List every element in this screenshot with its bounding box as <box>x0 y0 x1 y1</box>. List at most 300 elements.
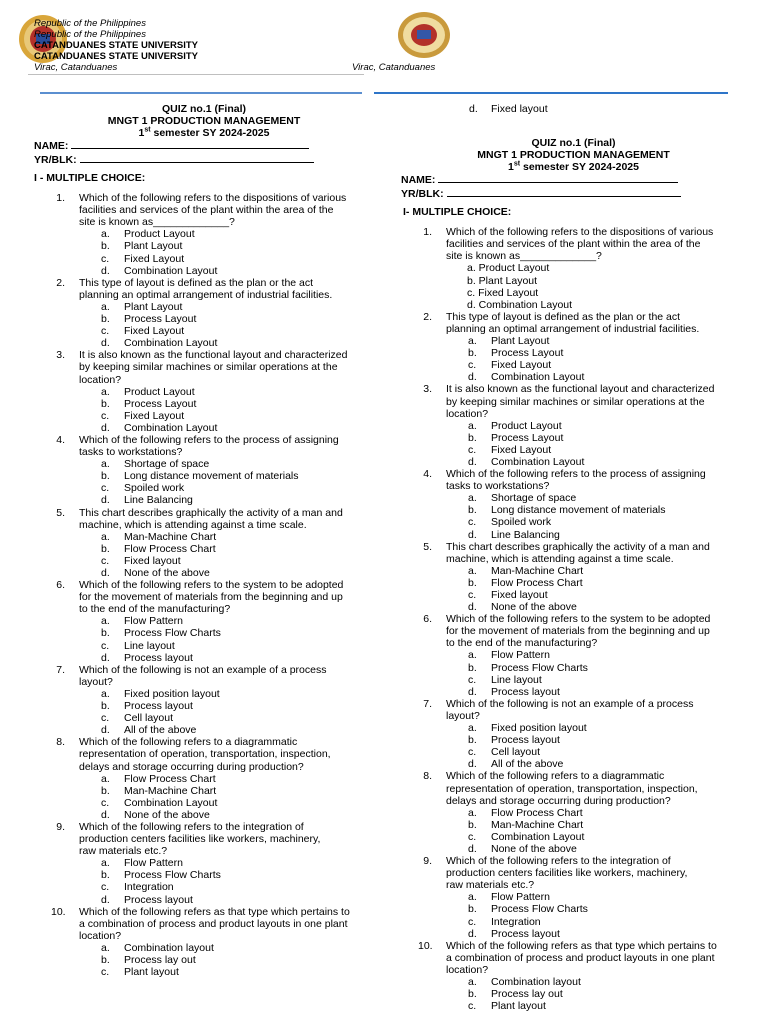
question-text-line: This chart describes graphically the activity of a man and <box>79 506 343 519</box>
yrblk-label: YR/BLK: <box>34 153 77 166</box>
option-letter: d. <box>468 685 477 698</box>
question-text-line: site is known as_____________? <box>79 216 235 229</box>
option-letter: b. <box>101 784 110 797</box>
option-letter: a. <box>468 419 477 432</box>
option-text: All of the above <box>124 724 197 737</box>
question-item <box>401 468 746 541</box>
answer-option[interactable] <box>401 674 746 686</box>
answer-option[interactable] <box>34 555 374 567</box>
option-letter: d. <box>101 567 110 579</box>
question-number: 1. <box>56 192 65 205</box>
section-heading-left: I - MULTIPLE CHOICE: <box>34 172 146 184</box>
question-text <box>79 736 374 772</box>
answer-option[interactable] <box>401 420 746 432</box>
option-text: Long distance movement of materials <box>491 504 666 517</box>
option-text: Product Layout <box>124 385 195 398</box>
header-rule-left <box>28 74 364 75</box>
option-text: Fixed position layout <box>124 687 220 700</box>
answer-option[interactable] <box>34 301 374 313</box>
answer-option[interactable] <box>34 785 374 797</box>
question-text-line: tasks to workstations? <box>79 446 183 459</box>
question-text <box>446 855 746 891</box>
answer-option[interactable] <box>401 444 746 456</box>
answer-option[interactable] <box>34 700 374 712</box>
location-text-right: Virac, Catanduanes <box>352 62 436 73</box>
option-text: Fixed Layout <box>124 325 185 338</box>
option-letter: a. <box>468 335 477 348</box>
option-letter: a. <box>101 941 110 954</box>
question-number: 1. <box>423 226 432 239</box>
option-text: Plant Layout <box>491 335 550 348</box>
option-letter: b. <box>468 734 477 747</box>
option-letter: b. <box>468 818 477 831</box>
answer-option[interactable] <box>34 966 374 978</box>
option-letter: d. <box>101 651 110 664</box>
answer-option[interactable] <box>34 470 374 482</box>
question-item <box>34 906 374 979</box>
option-text: Process layout <box>124 893 193 906</box>
option-letter: b. <box>468 576 477 589</box>
answer-option[interactable] <box>401 565 746 577</box>
option-letter: a. <box>468 722 477 735</box>
question-item <box>34 507 374 580</box>
semester-number: 1 <box>508 161 514 174</box>
option-letter: a. <box>468 806 477 819</box>
question-text-line: to the end of the manufacturing? <box>446 637 598 650</box>
option-text: Combination Layout <box>491 371 585 384</box>
question-text-line: representation of operation, transportation, inspection, <box>446 782 698 795</box>
question-text-line: planning an optimal arrangement of industrial facilities. <box>79 288 333 301</box>
option-text: Line Balancing <box>124 494 193 507</box>
option-text: Man-Machine Chart <box>491 564 584 577</box>
answer-option[interactable] <box>401 734 746 746</box>
answer-option[interactable] <box>34 615 374 627</box>
answer-option[interactable] <box>401 758 746 770</box>
question-text-line: location? <box>446 963 489 976</box>
answer-option[interactable] <box>34 773 374 785</box>
option-text: Integration <box>124 881 174 894</box>
answer-option[interactable] <box>34 688 374 700</box>
option-text: Fixed Layout <box>124 409 185 422</box>
answer-option[interactable] <box>401 492 746 504</box>
question-text-line: Which of the following refers to the process of assigning <box>446 468 706 481</box>
semester-line <box>401 161 746 173</box>
answer-option[interactable] <box>34 881 374 893</box>
answer-option[interactable] <box>34 809 374 821</box>
answer-option[interactable] <box>401 891 746 903</box>
option-letter: d. <box>468 528 477 541</box>
seal-emblem-icon <box>397 11 451 59</box>
option-letter: a. <box>101 687 110 700</box>
option-letter: d. <box>468 455 477 468</box>
answer-option[interactable] <box>401 371 746 383</box>
answer-option[interactable] <box>401 916 746 928</box>
option-letter: a. <box>101 458 110 471</box>
option-letter: b. <box>101 700 110 713</box>
quiz-title-block-right <box>401 137 746 173</box>
question-number: 2. <box>56 276 65 289</box>
option-text: Spoiled work <box>124 482 185 495</box>
question-item <box>401 698 746 771</box>
question-text-line: It is also known as the functional layout and characterized <box>79 349 348 362</box>
answer-option[interactable] <box>34 494 374 506</box>
question-text <box>446 226 746 262</box>
university-name-duplicate: CATANDUANES STATE UNIVERSITY <box>34 51 198 62</box>
answer-option[interactable] <box>401 819 746 831</box>
question-text-line: location? <box>79 929 122 942</box>
option-text: Man-Machine Chart <box>124 784 217 797</box>
option-text: Man-Machine Chart <box>124 530 217 543</box>
answer-option[interactable] <box>34 337 374 349</box>
answer-option[interactable] <box>401 928 746 940</box>
question-text-line: Which of the following refers to the process of assigning <box>79 433 339 446</box>
answer-option[interactable] <box>34 724 374 736</box>
answer-option[interactable] <box>34 543 374 555</box>
answer-option[interactable] <box>401 903 746 915</box>
option-text: Combination Layout <box>124 796 218 809</box>
answer-option[interactable] <box>401 299 746 311</box>
question-text-line: layout? <box>79 675 113 688</box>
semester-suffix: st <box>513 160 521 168</box>
yrblk-blank[interactable] <box>80 153 314 163</box>
option-letter: b. <box>468 903 477 916</box>
answer-option[interactable] <box>401 529 746 541</box>
option-letter: b. <box>101 397 110 410</box>
answer-option[interactable] <box>401 807 746 819</box>
option-letter: a. <box>468 649 477 662</box>
answer-option[interactable] <box>34 240 374 252</box>
option-inline-text: c. Fixed Layout <box>467 286 539 299</box>
answer-option[interactable] <box>34 265 374 277</box>
name-field[interactable] <box>401 173 746 187</box>
question-text-line: planning an optimal arrangement of industrial facilities. <box>446 322 700 335</box>
option-text: Plant Layout <box>124 240 183 253</box>
option-letter: d. <box>468 601 477 614</box>
question-item <box>401 855 746 940</box>
question-number: 9. <box>423 855 432 868</box>
option-letter: a. <box>101 857 110 870</box>
question-text <box>446 468 746 492</box>
question-text-line: Which of the following is not an example of a process <box>79 663 327 676</box>
answer-option[interactable] <box>401 843 746 855</box>
answer-option[interactable] <box>401 988 746 1000</box>
option-text: None of the above <box>491 842 577 855</box>
answer-option[interactable] <box>401 347 746 359</box>
option-text: Shortage of space <box>491 492 577 505</box>
question-item <box>34 192 374 277</box>
answer-option[interactable] <box>401 649 746 661</box>
section-heading-right: I- MULTIPLE CHOICE: <box>403 206 512 219</box>
option-text: Process layout <box>491 734 560 747</box>
answer-option[interactable] <box>34 712 374 724</box>
option-text: Fixed Layout <box>491 359 552 372</box>
question-text-line: site is known as_____________? <box>446 250 602 263</box>
answer-option[interactable] <box>34 482 374 494</box>
option-text: None of the above <box>124 808 210 821</box>
answer-option[interactable] <box>401 577 746 589</box>
option-text: Line Balancing <box>491 528 560 541</box>
answer-option[interactable] <box>401 504 746 516</box>
question-number: 6. <box>423 613 432 626</box>
question-text-line: Which of the following refers to the dispositions of various <box>79 192 347 205</box>
answer-option[interactable] <box>401 662 746 674</box>
yrblk-blank[interactable] <box>447 187 681 197</box>
answer-option[interactable] <box>34 640 374 652</box>
question-text-line: This type of layout is defined as the plan or the act <box>446 310 681 323</box>
question-number: 5. <box>423 540 432 553</box>
option-text: Flow Pattern <box>491 649 550 662</box>
option-letter: b. <box>468 347 477 360</box>
option-text: Flow Pattern <box>491 891 550 904</box>
option-letter: b. <box>101 313 110 326</box>
answer-option[interactable] <box>34 228 374 240</box>
answer-option[interactable] <box>34 422 374 434</box>
option-letter: a. <box>101 228 110 241</box>
question-item <box>34 349 374 434</box>
option-letter: a. <box>101 530 110 543</box>
question-item <box>34 277 374 350</box>
question-text-line: Which of the following refers to the system to be adopted <box>446 613 711 626</box>
answer-option[interactable] <box>34 325 374 337</box>
answer-option[interactable] <box>34 313 374 325</box>
question-text-line: for the movement of materials from the beginning and up <box>79 591 343 604</box>
option-text: Process Flow Charts <box>124 627 221 640</box>
question-text <box>79 579 374 615</box>
option-text: Combination layout <box>124 941 214 954</box>
question-text-line: for the movement of materials from the beginning and up <box>446 625 710 638</box>
answer-option[interactable] <box>34 398 374 410</box>
option-letter: b. <box>101 954 110 966</box>
option-letter: c. <box>468 746 477 759</box>
question-text <box>446 698 746 722</box>
question-text-line: location? <box>79 373 122 386</box>
name-field[interactable] <box>34 139 374 153</box>
answer-option[interactable] <box>34 531 374 543</box>
question-text-line: machine, which is attending against a time scale. <box>79 518 307 531</box>
option-text: Flow Pattern <box>124 857 183 870</box>
option-text: Process layout <box>124 700 193 713</box>
option-letter: d. <box>101 264 110 277</box>
answer-option[interactable] <box>34 797 374 809</box>
option-letter: c. <box>101 796 110 809</box>
answer-option[interactable] <box>34 652 374 664</box>
answer-option[interactable] <box>401 359 746 371</box>
option-text: Flow Process Chart <box>124 772 216 785</box>
option-text: Process layout <box>491 927 560 940</box>
question-text-line: Which of the following refers as that type which pertains to <box>79 905 350 918</box>
question-text <box>446 541 746 565</box>
question-text-line: Which of the following is not an example of a process <box>446 697 694 710</box>
answer-option[interactable] <box>34 942 374 954</box>
option-letter: a. <box>468 891 477 904</box>
answer-option[interactable] <box>34 458 374 470</box>
answer-option[interactable] <box>401 831 746 843</box>
option-letter: d. <box>101 893 110 906</box>
option-letter: c. <box>468 359 477 372</box>
question-text <box>446 940 746 976</box>
option-text: Combination Layout <box>124 337 218 350</box>
option-letter: a. <box>468 976 477 988</box>
question-text <box>79 821 374 857</box>
name-label: NAME: <box>401 174 436 187</box>
question-text-line: It is also known as the functional layout and characterized <box>446 383 715 396</box>
option-text: Flow Process Chart <box>491 576 583 589</box>
option-letter: a. <box>101 385 110 398</box>
option-letter: d. <box>468 758 477 771</box>
question-text-line: facilities and services of the plant within the area of the <box>79 204 334 217</box>
semester-suffix: st <box>144 126 151 134</box>
yrblk-field[interactable] <box>34 153 374 167</box>
answer-option[interactable] <box>401 456 746 468</box>
name-blank[interactable] <box>438 173 678 183</box>
option-letter: d. <box>101 421 110 434</box>
question-number: 8. <box>56 736 65 749</box>
question-text-line: Which of the following refers to the system to be adopted <box>79 579 344 592</box>
option-letter: c. <box>101 325 110 338</box>
answer-option[interactable] <box>401 976 746 988</box>
answer-option[interactable] <box>401 335 746 347</box>
option-text: Plant layout <box>491 1000 546 1013</box>
question-text-line: This type of layout is defined as the plan or the act <box>79 276 314 289</box>
name-blank[interactable] <box>71 139 309 149</box>
option-text: Process Flow Charts <box>491 661 588 674</box>
question-text <box>79 906 374 942</box>
quiz-title: QUIZ no.1 (Final) <box>162 103 246 115</box>
answer-option[interactable] <box>401 516 746 528</box>
question-number: 2. <box>423 310 432 323</box>
option-text: Process Layout <box>491 347 564 360</box>
answer-option[interactable] <box>34 386 374 398</box>
option-letter: d. <box>101 724 110 737</box>
question-text <box>446 311 746 335</box>
option-text: Process Flow Charts <box>124 869 221 882</box>
question-text <box>79 507 374 531</box>
option-text: Fixed Layout <box>491 443 552 456</box>
option-letter: d. <box>101 337 110 350</box>
option-text: Integration <box>491 915 541 928</box>
option-text: Line layout <box>491 673 542 686</box>
answer-option[interactable] <box>34 253 374 265</box>
question-text <box>446 383 746 419</box>
question-text-line: delays and storage occurring during production? <box>446 794 671 807</box>
answer-option[interactable] <box>401 601 746 613</box>
question-text-line: raw materials etc.? <box>446 879 535 892</box>
answer-option[interactable] <box>34 567 374 579</box>
question-number: 4. <box>423 468 432 481</box>
answer-option[interactable] <box>401 722 746 734</box>
question-text-line: Which of the following refers to the integration of <box>446 855 671 868</box>
question-item <box>401 770 746 855</box>
answer-option[interactable] <box>34 410 374 422</box>
option-inline-text: a. Product Layout <box>467 262 550 275</box>
question-number: 7. <box>56 663 65 676</box>
question-item <box>401 541 746 614</box>
option-text: Plant Layout <box>124 300 183 313</box>
right-column <box>401 103 746 1012</box>
answer-option[interactable] <box>34 857 374 869</box>
question-text-line: delays and storage occurring during production? <box>79 760 304 773</box>
option-text: Long distance movement of materials <box>124 470 299 483</box>
answer-option[interactable] <box>401 1000 746 1012</box>
option-letter: c. <box>468 830 477 843</box>
option-text: Product Layout <box>124 228 195 241</box>
question-text-line: Which of the following refers to the integration of <box>79 820 304 833</box>
option-letter: c. <box>101 252 110 265</box>
question-number: 4. <box>56 433 65 446</box>
question-text <box>79 434 374 458</box>
option-letter: c. <box>468 1000 477 1013</box>
question-text-line: a combination of process and product layouts in one plant <box>79 917 348 930</box>
answer-option[interactable] <box>401 432 746 444</box>
header-rule-right <box>374 92 728 94</box>
question-text-line: tasks to workstations? <box>446 480 550 493</box>
question-text-line: Which of the following refers to the dispositions of various <box>446 226 714 239</box>
semester-rest: semester SY 2024-2025 <box>150 127 270 139</box>
yrblk-label: YR/BLK: <box>401 187 444 200</box>
question-text-line: Which of the following refers as that type which pertains to <box>446 939 717 952</box>
option-text: All of the above <box>491 758 564 771</box>
option-letter: b. <box>468 504 477 517</box>
answer-option[interactable] <box>401 262 746 274</box>
option-letter: d. <box>468 371 477 384</box>
answer-option[interactable] <box>401 275 746 287</box>
option-text: Plant layout <box>124 966 179 979</box>
answer-option[interactable] <box>401 746 746 758</box>
option-text: None of the above <box>491 601 577 614</box>
answer-option[interactable] <box>34 894 374 906</box>
answer-option[interactable] <box>401 686 746 698</box>
option-text: Combination Layout <box>124 421 218 434</box>
option-letter: c. <box>101 554 110 567</box>
semester-line <box>34 127 374 139</box>
answer-option[interactable] <box>401 589 746 601</box>
option-letter: c. <box>468 443 477 456</box>
option-text: Man-Machine Chart <box>491 818 584 831</box>
left-column <box>34 103 374 978</box>
option-text: Process lay out <box>124 954 196 966</box>
answer-option[interactable] <box>34 627 374 639</box>
question-text <box>446 613 746 649</box>
question-text <box>446 770 746 806</box>
question-text <box>79 349 374 385</box>
option-letter: a. <box>468 564 477 577</box>
question-text-line: facilities and services of the plant within the area of the <box>446 238 701 251</box>
question-text-line: raw materials etc.? <box>79 845 168 858</box>
yrblk-field[interactable] <box>401 187 746 201</box>
option-text: Cell layout <box>491 746 541 759</box>
option-letter: c. <box>468 915 477 928</box>
question-text-line: by keeping similar machines or similar operations at the <box>446 395 705 408</box>
option-letter: b. <box>101 240 110 253</box>
option-text: Fixed layout <box>491 589 548 601</box>
question-item <box>401 383 746 468</box>
option-letter: b. <box>101 627 110 640</box>
question-number: 8. <box>423 770 432 783</box>
question-item <box>34 579 374 664</box>
course-title: MNGT 1 PRODUCTION MANAGEMENT <box>107 115 301 127</box>
location-text-left: Virac, Catanduanes <box>34 62 118 73</box>
question-text-line: location? <box>446 407 489 420</box>
option-letter: a. <box>101 615 110 628</box>
answer-option[interactable] <box>401 287 746 299</box>
option-text: Line layout <box>124 639 175 652</box>
question-text-line: a combination of process and product layouts in one plant <box>446 951 715 964</box>
answer-option[interactable] <box>34 954 374 966</box>
answer-option[interactable] <box>34 869 374 881</box>
option-letter: a. <box>101 300 110 313</box>
university-name: CATANDUANES STATE UNIVERSITY <box>34 40 198 51</box>
question-number: 6. <box>56 579 65 592</box>
